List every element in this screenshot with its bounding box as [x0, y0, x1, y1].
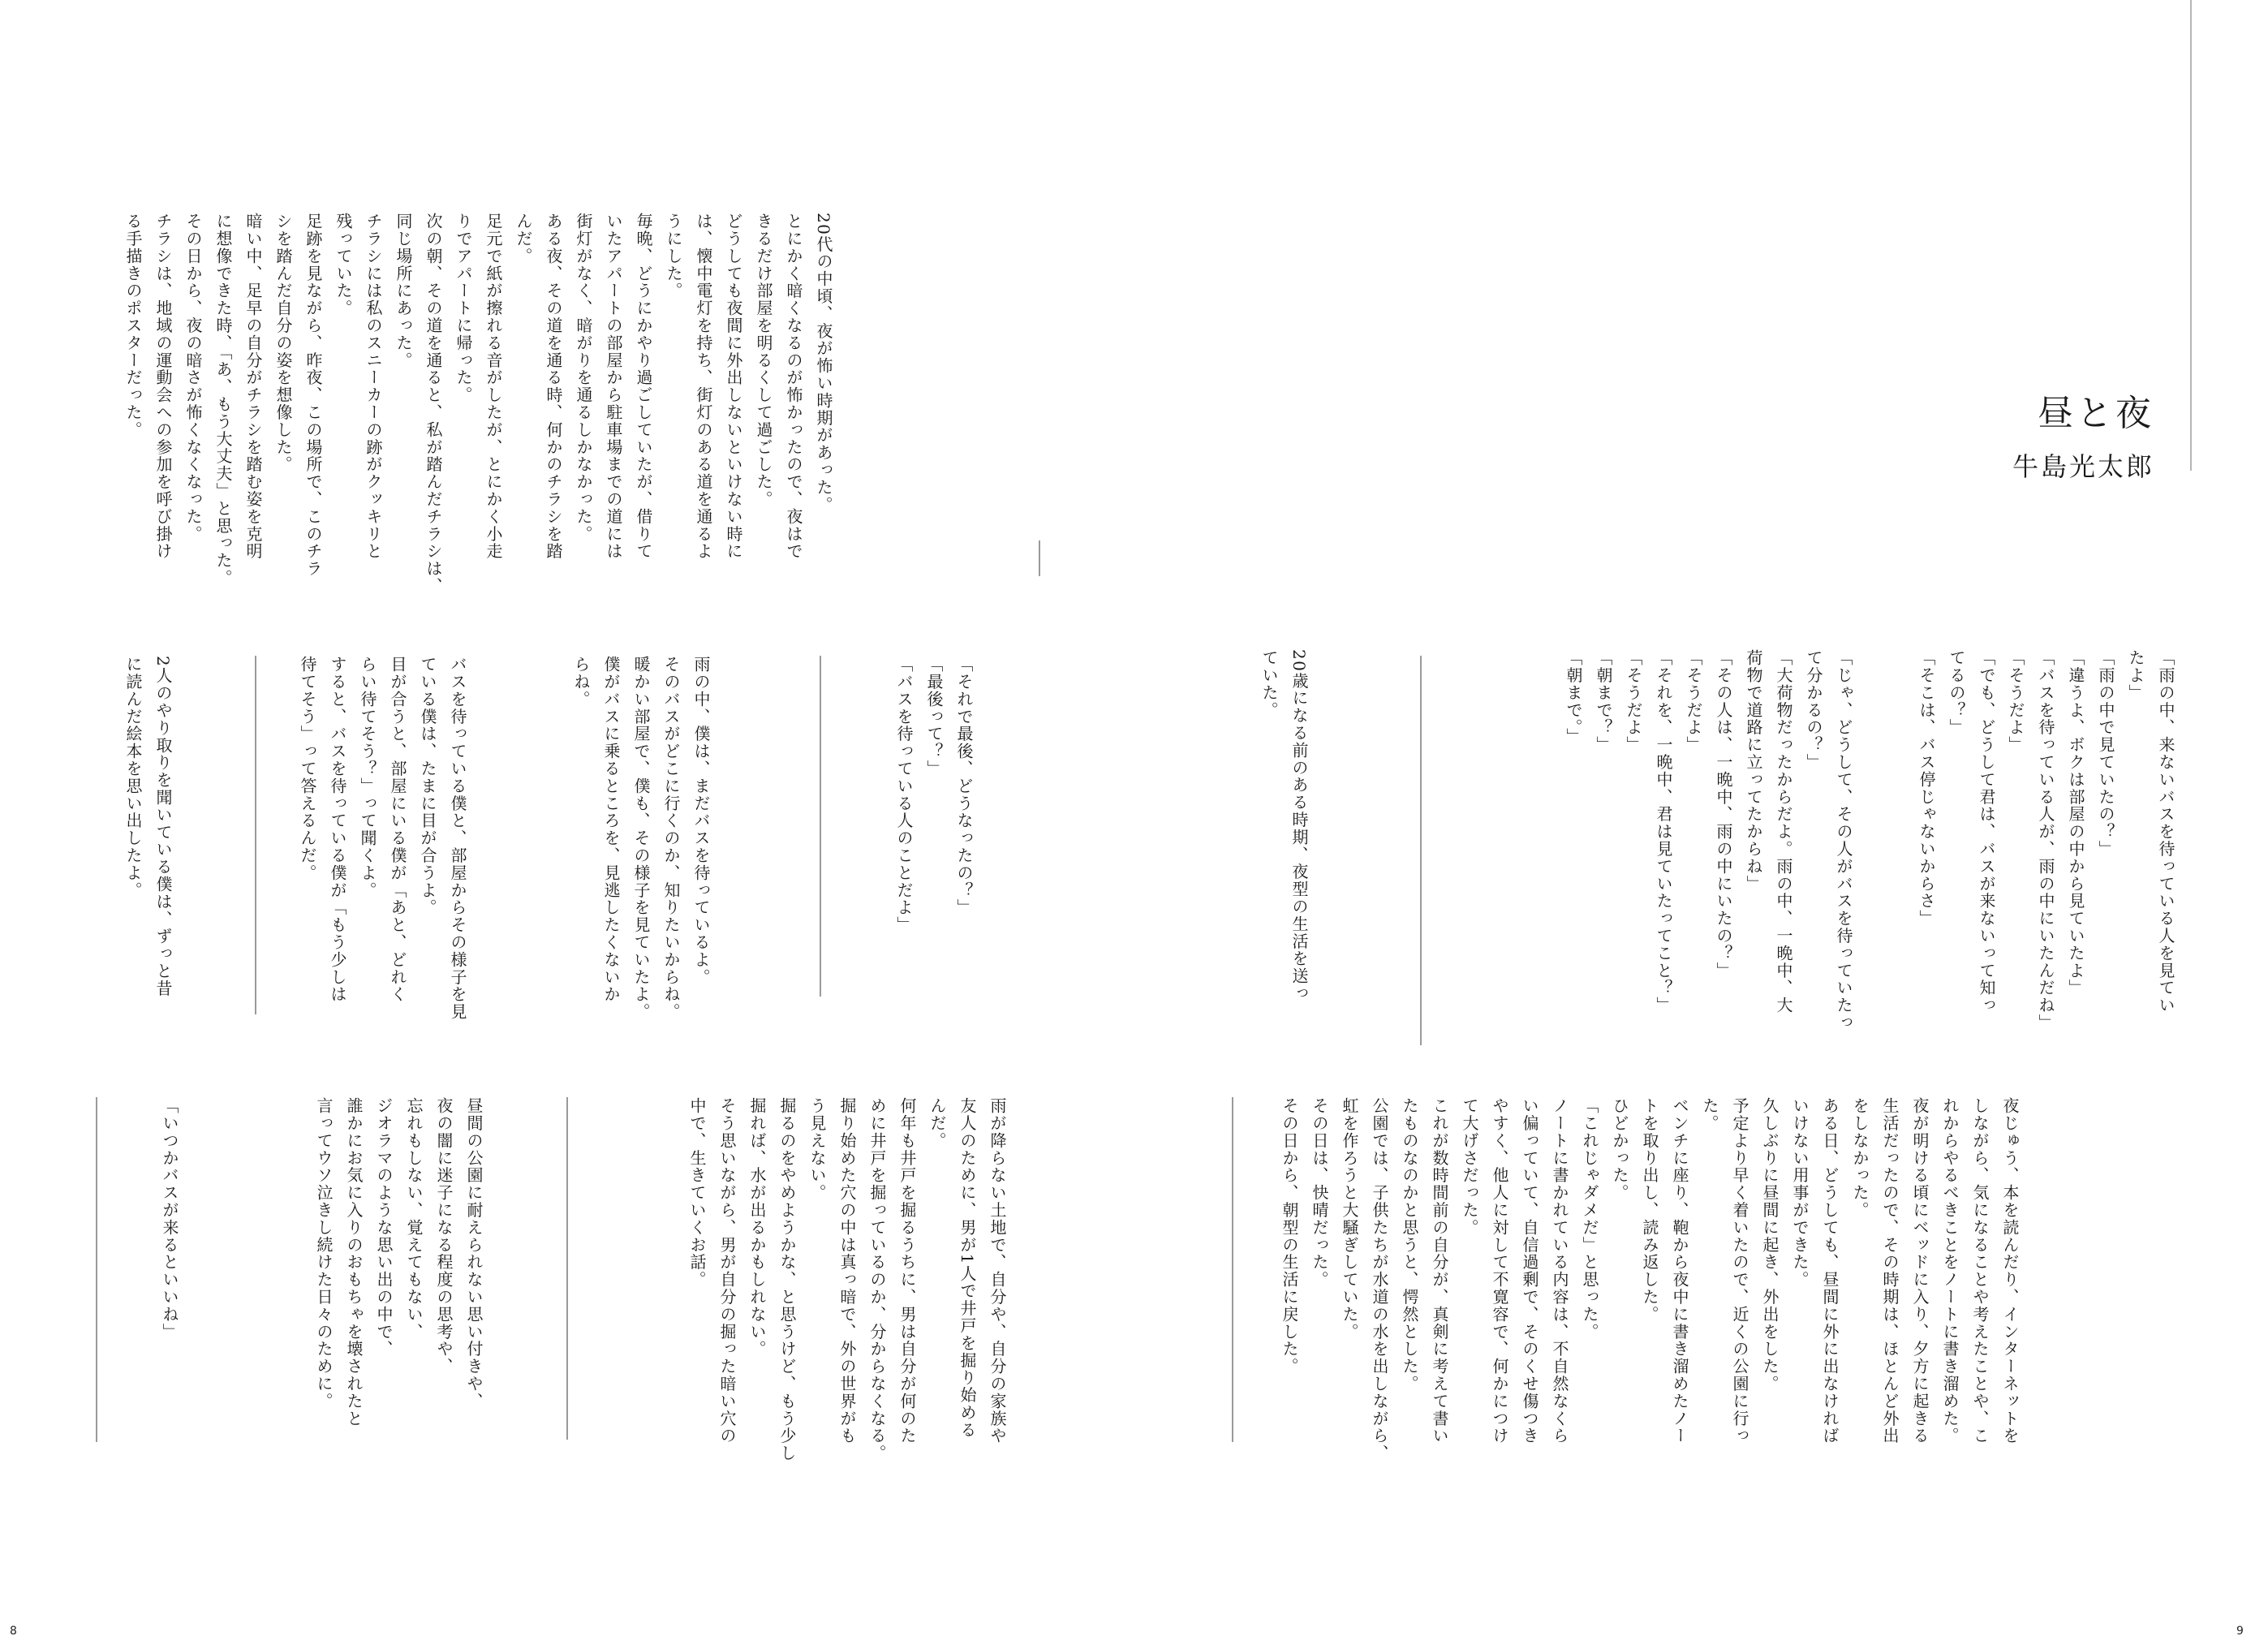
separator-rule — [820, 656, 821, 997]
text-line: 「雨の中、来ないバスを待っている人を見てい — [2156, 649, 2175, 1014]
text-line: て大げさだった。 — [1460, 1097, 1479, 1237]
text-line: めに井戸を掘っているのか、分からなくなる。 — [867, 1097, 887, 1462]
text-line: い偏っていて、自信過剰で、そのくせ傷つき — [1520, 1097, 1539, 1444]
text-line: 20代の中頃、夜が怖い時期があった。 — [814, 213, 833, 514]
text-block — [118, 656, 178, 997]
text-line: 誰かにお気に入りのおもちゃを壊されたと — [344, 1097, 364, 1427]
text-block — [308, 1097, 488, 1427]
text-line: 生活だったので、その時期は、ほとんど外出 — [1880, 1097, 1900, 1444]
text-line: 夜じゅう、本を読んだり、インターネットを — [2000, 1097, 2020, 1444]
text-line: 予定より早く着いたので、近くの公園に行っ — [1730, 1097, 1749, 1444]
text-line: 足元で紙が擦れる音がしたが、とにかく小走 — [484, 213, 503, 560]
text-line: 掘れば、水が出るかもしれない。 — [747, 1097, 767, 1358]
text-line: 「最後って？」 — [924, 656, 944, 777]
text-line: これが数時間前の自分が、真剣に考えて書い — [1430, 1097, 1449, 1444]
text-line: 2人のやり取りを聞いている僕は、ずっと昔 — [153, 656, 173, 997]
text-line: 20歳になる前のある時期、夜型の生活を送っ — [1289, 649, 1309, 1002]
text-line: 「バスを待っている人が、雨の中にいたんだね」 — [2036, 649, 2055, 1031]
text-line: チラシは、地域の運動会への参加を呼び掛け — [153, 213, 173, 560]
text-line: たよ」 — [2126, 649, 2145, 702]
text-line: ている僕は、たまに目が合うよ。 — [418, 656, 437, 916]
text-line: トを取り出し、読み返した。 — [1640, 1097, 1659, 1324]
text-line: その日から、夜の暗さが怖くなくなった。 — [183, 213, 203, 543]
text-line: りでアパートに帰った。 — [454, 213, 473, 404]
text-line: 雨の中、僕は、まだバスを待っているよ。 — [691, 656, 711, 986]
text-line: きるだけ部屋を明るくして過ごした。 — [754, 213, 773, 508]
text-line: 「違うよ、ボクは部屋の中から見ていたよ」 — [2066, 649, 2085, 997]
text-line: 次の朝、その道を通ると、私が踏んだチラシは、 — [424, 213, 443, 595]
text-line: 夜が明ける頃にベッドに入り、夕方に起きる — [1910, 1097, 1930, 1444]
text-line: 「大荷物だったからだよ。雨の中、一晩中、大 — [1774, 649, 1793, 1014]
text-line: 中で、生きていくお話。 — [687, 1097, 707, 1289]
text-block — [889, 656, 979, 933]
text-line: 街灯がなく、暗がりを通るしかなかった。 — [574, 213, 593, 543]
text-line: とにかく暗くなるのが怖かったので、夜はで — [784, 213, 803, 560]
text-line: んだ。 — [514, 213, 533, 265]
separator-rule — [255, 656, 256, 1014]
text-line: は、懐中電灯を持ち、街灯のある道を通るよ — [694, 213, 713, 560]
text-block — [1558, 649, 1858, 1031]
text-line: う見えない。 — [807, 1097, 827, 1202]
text-line: ある夜、その道を通る時、何かのチラシを踏 — [544, 213, 563, 560]
text-line: 「そうだよ」 — [1684, 649, 1703, 754]
text-line: 荷物で道路に立ってたからね」 — [1744, 649, 1763, 893]
text-line: 同じ場所にあった。 — [394, 213, 413, 369]
text-block — [1254, 649, 1314, 1002]
text-line: 暖かい部屋で、僕も、その様子を見ていたよ。 — [631, 656, 651, 1021]
text-line: バスを待っている僕と、部屋からその様子を見 — [448, 656, 467, 1021]
text-line: 「じゃ、どうして、その人がバスを待っていたっ — [1834, 649, 1853, 1031]
text-line: チラシには私のスニーカーの跡がクッキリと — [364, 213, 383, 560]
text-line: んだ。 — [927, 1097, 947, 1150]
text-line: 「雨の中で見ていたの？」 — [2096, 649, 2115, 858]
text-line: 「でも、どうして君は、バスが来ないって知っ — [1977, 649, 1996, 1014]
title-block — [2012, 390, 2154, 487]
text-line: 「いつかバスが来るといいね」 — [160, 1097, 179, 1341]
text-line: 忘れもしない、覚えてもない、 — [404, 1097, 424, 1341]
text-line: 「そこは、バス停じゃないからさ」 — [1917, 649, 1936, 928]
text-line: をしなかった。 — [1850, 1097, 1870, 1219]
page-number-right: 9 — [2236, 1625, 2244, 1638]
page-number-left: 8 — [10, 1625, 17, 1638]
text-line: 公園では、子供たちが水道の水を出しながら、 — [1370, 1097, 1389, 1462]
text-line: やすく、他人に対して不寛容で、何かにつけ — [1490, 1097, 1509, 1444]
text-line: たものなのかと思うと、愕然とした。 — [1400, 1097, 1419, 1393]
text-line: 何年も井戸を掘るうちに、男は自分が何のた — [897, 1097, 917, 1444]
text-line: ある日、どうしても、昼間に外に出なければ — [1820, 1097, 1840, 1444]
text-line: らね。 — [571, 656, 591, 708]
text-line: ベンチに座り、鞄から夜中に書き溜めたノー — [1670, 1097, 1689, 1444]
text-line: に想像できた時、「あ、もう大丈夫」と思った。 — [213, 213, 233, 587]
text-line: 「そうだよ」 — [1624, 649, 1643, 754]
text-block — [118, 213, 838, 595]
text-line: そのバスがどこに行くのか、知りたいからね。 — [661, 656, 681, 1021]
text-line: 「これじゃダメだ」と思った。 — [1580, 1097, 1599, 1341]
text-line: 「バスを待っている人のことだよ」 — [894, 656, 914, 934]
text-line: 虹を作ろうと大騒ぎしていた。 — [1340, 1097, 1359, 1341]
text-block — [1911, 649, 2001, 1014]
text-line: らい待てそう？」って聞くよ。 — [358, 656, 377, 899]
text-line: 残っていた。 — [334, 213, 353, 317]
text-line: 夜の闇に迷子になる程度の思考や、 — [434, 1097, 454, 1376]
text-line: 「それを、一晩中、君は見ていたってこと？」 — [1654, 649, 1673, 1014]
separator-rule — [1232, 1097, 1233, 1442]
text-line: て分かるの？」 — [1804, 649, 1823, 771]
separator-rule — [1420, 656, 1422, 1045]
text-block — [566, 656, 716, 1020]
text-line: シを踏んだ自分の姿を想像した。 — [273, 213, 293, 473]
text-line: 「それで最後、どうなったの？」 — [954, 656, 974, 916]
text-line: 掘るのをやめようかな、と思うけど、もう少し — [777, 1097, 797, 1462]
text-line: 昼間の公園に耐えられない思い付きや、 — [464, 1097, 484, 1410]
separator-rule — [96, 1097, 97, 1442]
text-block — [292, 656, 472, 1020]
author-name: 牛島光太郎 — [2012, 451, 2154, 482]
text-line: そう思いながら、男が自分の掘った暗い穴の — [717, 1097, 737, 1444]
text-line: 僕がバスに乗るところを、見逃したくないか — [601, 656, 621, 1003]
text-line: うにした。 — [664, 213, 683, 299]
text-line: 言ってウソ泣きし続けた日々のために。 — [314, 1097, 334, 1410]
text-line: ジオラマのような思い出の中で、 — [374, 1097, 394, 1358]
text-line: 毎晩、どうにかやり過ごしていたが、借りて — [634, 213, 653, 560]
text-line: いけない用事ができた。 — [1790, 1097, 1810, 1289]
text-line: れからやるべきことをノートに書き溜めた。 — [1940, 1097, 1960, 1444]
text-line: 友人のために、男が1人で井戸を掘り始める — [958, 1097, 977, 1439]
text-line: に読んだ絵本を思い出したよ。 — [123, 656, 143, 899]
text-block — [154, 1097, 184, 1341]
separator-rule — [566, 1097, 568, 1440]
story-title: 昼と夜 — [2038, 393, 2154, 434]
text-line: る手描きのポスターだった。 — [123, 213, 143, 439]
text-line: 「その人は、一晩中、雨の中にいたの？」 — [1714, 649, 1733, 979]
text-line: 目が合うと、部屋にいる僕が「あと、どれく — [388, 656, 407, 1003]
text-line: しながら、気になることや考えたことや、こ — [1970, 1097, 1990, 1444]
text-block — [2000, 649, 2180, 1031]
text-line: 掘り始めた穴の中は真っ暗で、外の世界がも — [837, 1097, 857, 1444]
separator-rule — [1039, 540, 1040, 576]
text-line: 雨が降らない土地で、自分や、自分の家族や — [988, 1097, 1007, 1444]
text-block — [682, 1097, 1012, 1462]
text-line: ノートに書かれている内容は、不自然なくら — [1550, 1097, 1569, 1444]
text-line: その日は、快晴だった。 — [1310, 1097, 1329, 1289]
text-line: どうしても夜間に外出しないといけない時に — [724, 213, 743, 560]
text-line: ていた。 — [1259, 649, 1279, 719]
text-line: た。 — [1700, 1097, 1719, 1132]
text-line: 「朝まで。」 — [1564, 649, 1583, 746]
text-line: 「そうだよ」 — [2006, 649, 2025, 754]
text-line: 「朝まで？」 — [1594, 649, 1613, 754]
text-line: 暗い中、足早の自分がチラシを踏む姿を克明 — [243, 213, 263, 560]
text-line: 待てそう」って答えるんだ。 — [298, 656, 317, 882]
text-line: 足跡を見ながら、昨夜、この場所で、このチラ — [303, 213, 323, 578]
text-line: ひどかった。 — [1610, 1097, 1629, 1202]
text-line: いたアパートの部屋から駐車場までの道には — [604, 213, 623, 560]
page-edge-rule — [2190, 0, 2192, 471]
text-line: その日から、朝型の生活に戻した。 — [1280, 1097, 1299, 1376]
text-line: てるの？」 — [1947, 649, 1966, 736]
text-line: 久しぶりに昼間に起き、外出をした。 — [1760, 1097, 1780, 1393]
text-block — [1274, 1097, 2025, 1462]
text-line: すると、バスを待っている僕が「もう少しは — [328, 656, 347, 1003]
